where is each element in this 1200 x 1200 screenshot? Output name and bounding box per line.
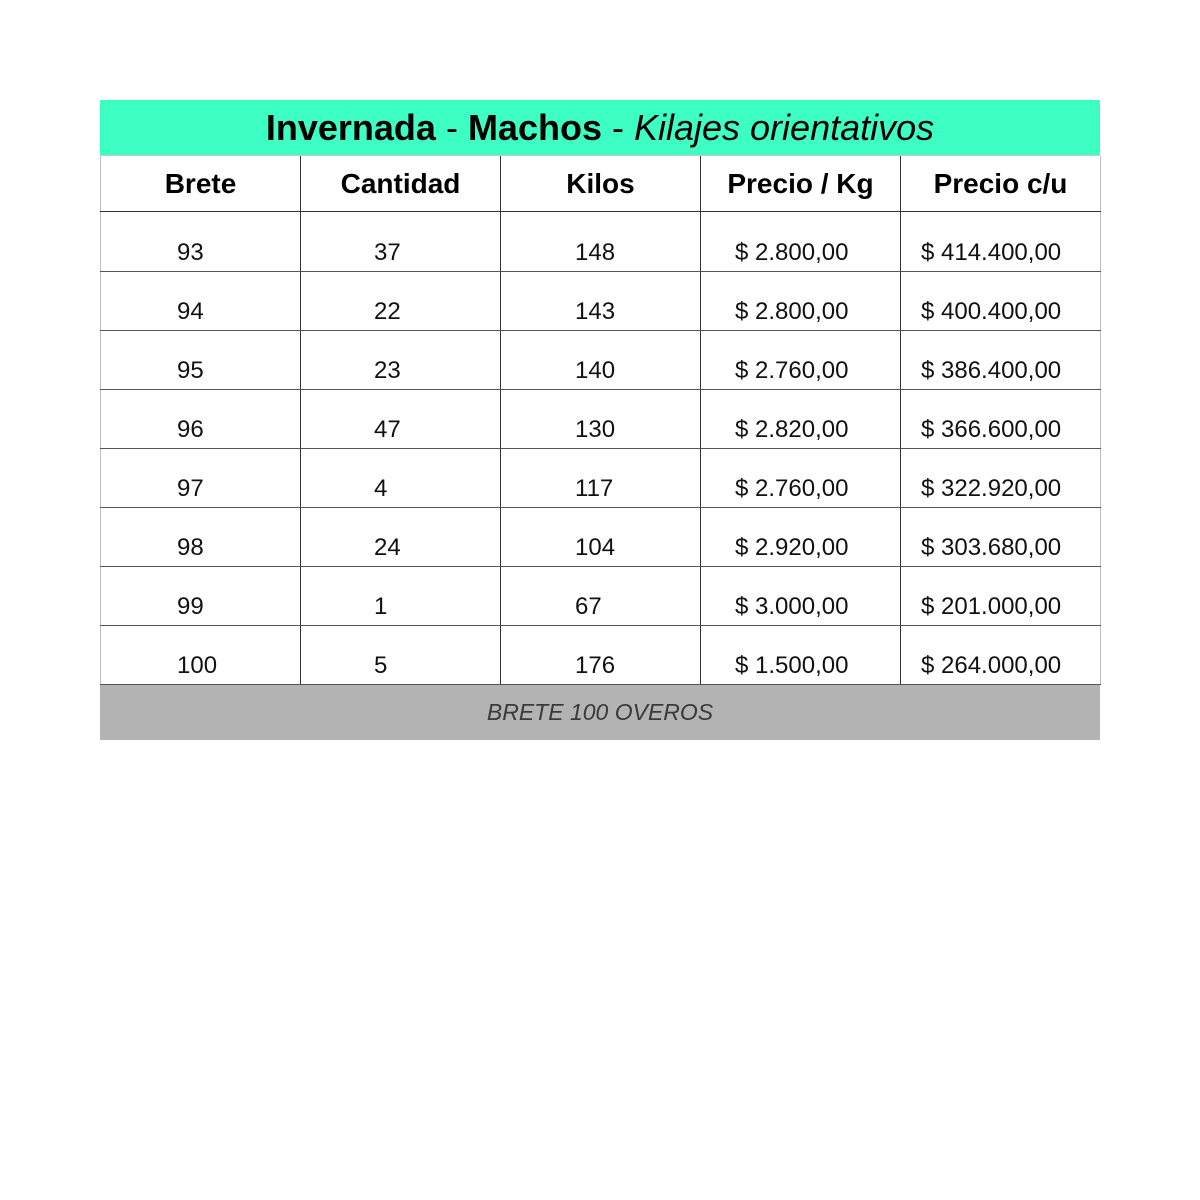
cell-precio-cu: $ 201.000,00	[901, 567, 1101, 626]
cell-brete: 98	[101, 508, 301, 567]
price-sheet	[100, 100, 1100, 740]
header-precio-cu: Precio c/u	[901, 156, 1101, 212]
cell-cantidad: 4	[301, 449, 501, 508]
cell-brete: 93	[101, 212, 301, 272]
cell-brete: 95	[101, 331, 301, 390]
cell-precio-cu: $ 322.920,00	[901, 449, 1101, 508]
cell-kilos: 143	[501, 272, 701, 331]
cell-kilos: 117	[501, 449, 701, 508]
cell-kilos: 67	[501, 567, 701, 626]
cell-cantidad: 5	[301, 626, 501, 685]
cell-precio-kg: $ 2.800,00	[701, 272, 901, 331]
header-cantidad: Cantidad	[301, 156, 501, 212]
cell-precio-kg: $ 2.760,00	[701, 449, 901, 508]
table-row	[101, 567, 1101, 626]
cell-brete: 94	[101, 272, 301, 331]
header-precio-kg: Precio / Kg	[701, 156, 901, 212]
cell-precio-kg: $ 2.760,00	[701, 331, 901, 390]
cell-cantidad: 37	[301, 212, 501, 272]
cell-precio-cu: $ 400.400,00	[901, 272, 1101, 331]
table-row	[101, 390, 1101, 449]
cell-precio-kg: $ 2.920,00	[701, 508, 901, 567]
table-row	[101, 508, 1101, 567]
cell-precio-cu: $ 366.600,00	[901, 390, 1101, 449]
cell-precio-cu: $ 264.000,00	[901, 626, 1101, 685]
cell-precio-kg: $ 2.800,00	[701, 212, 901, 272]
table-row	[101, 331, 1101, 390]
cell-precio-cu: $ 386.400,00	[901, 331, 1101, 390]
cell-precio-kg: $ 2.820,00	[701, 390, 901, 449]
title-separator: -	[601, 106, 634, 148]
title-separator: -	[435, 106, 468, 148]
cell-kilos: 104	[501, 508, 701, 567]
cell-precio-cu: $ 414.400,00	[901, 212, 1101, 272]
cell-kilos: 176	[501, 626, 701, 685]
cell-cantidad: 22	[301, 272, 501, 331]
footer-note: BRETE 100 OVEROS	[100, 685, 1100, 740]
cell-precio-cu: $ 303.680,00	[901, 508, 1101, 567]
cell-precio-kg: $ 3.000,00	[701, 567, 901, 626]
table-row	[101, 212, 1101, 272]
title-note: Kilajes orientativos	[633, 106, 935, 148]
cell-cantidad: 1	[301, 567, 501, 626]
header-kilos: Kilos	[501, 156, 701, 212]
cell-kilos: 130	[501, 390, 701, 449]
title-category: Invernada	[265, 106, 436, 148]
title-sex: Machos	[467, 106, 602, 148]
header-brete: Brete	[101, 156, 301, 212]
cell-brete: 100	[101, 626, 301, 685]
cell-brete: 97	[101, 449, 301, 508]
table-row	[101, 626, 1101, 685]
cell-brete: 96	[101, 390, 301, 449]
cell-kilos: 140	[501, 331, 701, 390]
cell-cantidad: 23	[301, 331, 501, 390]
cell-precio-kg: $ 1.500,00	[701, 626, 901, 685]
cell-cantidad: 47	[301, 390, 501, 449]
header-row	[101, 156, 1101, 212]
title-bar	[100, 100, 1100, 156]
table-row	[101, 272, 1101, 331]
cell-brete: 99	[101, 567, 301, 626]
cell-cantidad: 24	[301, 508, 501, 567]
cell-kilos: 148	[501, 212, 701, 272]
price-table	[100, 156, 1101, 685]
table-row	[101, 449, 1101, 508]
